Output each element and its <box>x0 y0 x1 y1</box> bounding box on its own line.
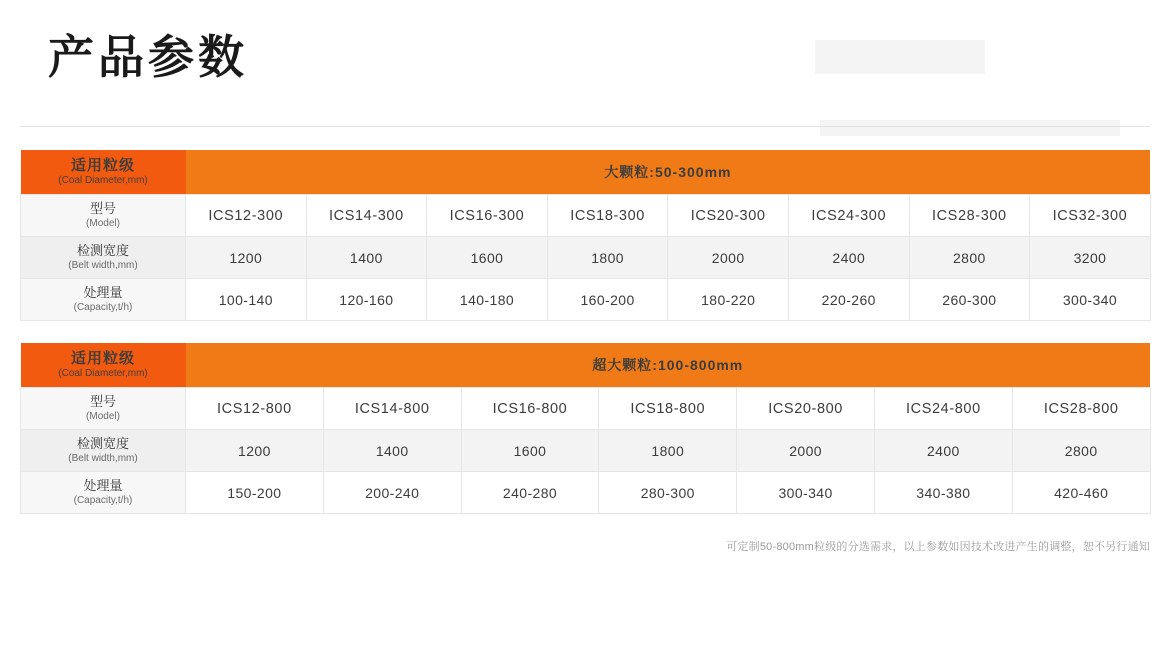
row-label-en: (Belt width,mm) <box>68 259 138 271</box>
table-cell: 340-380 <box>874 472 1012 514</box>
row-label-cell <box>21 388 186 430</box>
row-label-cell <box>21 472 186 514</box>
table-cell: ICS12-800 <box>186 388 324 430</box>
table-row <box>21 472 1151 514</box>
header-title-cell: 大颗粒:50-300mm <box>186 150 1151 195</box>
table-cell: 1200 <box>186 237 307 279</box>
row-label-cell <box>21 279 186 321</box>
header-label-en: (Coal Diameter,mm) <box>58 368 148 380</box>
table-cell: 2800 <box>1012 430 1150 472</box>
table-cell: 260-300 <box>909 279 1030 321</box>
table-cell: 2400 <box>788 237 909 279</box>
table-cell: 1600 <box>461 430 599 472</box>
row-label-cell <box>21 195 186 237</box>
row-label-en: (Model) <box>86 410 120 422</box>
decorative-block-top <box>815 40 985 74</box>
table-cell: ICS12-300 <box>186 195 307 237</box>
header-label-en: (Coal Diameter,mm) <box>58 175 148 187</box>
row-label-en: (Capacity,t/h) <box>73 494 133 506</box>
row-label-cn: 检测宽度 <box>76 436 129 452</box>
table-cell: 300-340 <box>1030 279 1151 321</box>
table-cell: 1600 <box>427 237 548 279</box>
row-label-cn: 检测宽度 <box>76 243 129 259</box>
table-header-row <box>21 343 1151 388</box>
header-label-cell <box>21 343 186 388</box>
table-cell: 2800 <box>909 237 1030 279</box>
page-title: 产品参数 <box>48 30 248 84</box>
table-cell: 280-300 <box>599 472 737 514</box>
table-cell: ICS18-300 <box>547 195 668 237</box>
table-cell: 200-240 <box>323 472 461 514</box>
table-cell: ICS24-800 <box>874 388 1012 430</box>
row-label-cn: 型号 <box>89 394 116 410</box>
table-cell: ICS32-300 <box>1030 195 1151 237</box>
header-label-cn: 适用粒级 <box>70 350 135 368</box>
table-cell: ICS28-300 <box>909 195 1030 237</box>
table-row <box>21 195 1151 237</box>
table-header-row <box>21 150 1151 195</box>
table-cell: ICS20-300 <box>668 195 789 237</box>
table-cell: ICS14-800 <box>323 388 461 430</box>
spec-table-extra-large-particle <box>20 343 1150 514</box>
table-cell: 1400 <box>306 237 427 279</box>
table-cell: 2000 <box>737 430 875 472</box>
row-label-cell <box>21 430 186 472</box>
table-cell: 300-340 <box>737 472 875 514</box>
table-cell: 1800 <box>599 430 737 472</box>
table-cell: 420-460 <box>1012 472 1150 514</box>
table-cell: 1200 <box>186 430 324 472</box>
table-cell: ICS16-800 <box>461 388 599 430</box>
table-cell: 1400 <box>323 430 461 472</box>
header-divider <box>20 126 1150 127</box>
table-row <box>21 430 1151 472</box>
table-cell: ICS24-300 <box>788 195 909 237</box>
footnote: 可定制50-800mm粒级的分选需求，以上参数如因技术改进产生的调整，恕不另行通知 <box>726 541 1150 553</box>
table-row <box>21 279 1151 321</box>
table-cell: 2400 <box>874 430 1012 472</box>
decorative-block-line <box>820 120 1120 136</box>
row-label-cn: 型号 <box>89 201 116 217</box>
row-label-cell <box>21 237 186 279</box>
header-title-cell: 超大颗粒:100-800mm <box>186 343 1151 388</box>
row-label-cn: 处理量 <box>83 478 123 494</box>
table-cell: 220-260 <box>788 279 909 321</box>
table-cell: 240-280 <box>461 472 599 514</box>
table-cell: ICS28-800 <box>1012 388 1150 430</box>
header-label-cn: 适用粒级 <box>70 157 135 175</box>
table-cell: ICS18-800 <box>599 388 737 430</box>
header-label-cell <box>21 150 186 195</box>
table-cell: 160-200 <box>547 279 668 321</box>
table-cell: 120-160 <box>306 279 427 321</box>
table-cell: 140-180 <box>427 279 548 321</box>
row-label-cn: 处理量 <box>83 285 123 301</box>
table-row <box>21 237 1151 279</box>
table-cell: 100-140 <box>186 279 307 321</box>
table-cell: 1800 <box>547 237 668 279</box>
spec-table-large-particle <box>20 150 1150 321</box>
table-cell: ICS16-300 <box>427 195 548 237</box>
row-label-en: (Belt width,mm) <box>68 452 138 464</box>
row-label-en: (Capacity,t/h) <box>73 301 133 313</box>
table-cell: 2000 <box>668 237 789 279</box>
row-label-en: (Model) <box>86 217 120 229</box>
table-cell: 180-220 <box>668 279 789 321</box>
table-cell: 3200 <box>1030 237 1151 279</box>
table-cell: ICS14-300 <box>306 195 427 237</box>
table-cell: 150-200 <box>186 472 324 514</box>
table-row <box>21 388 1151 430</box>
table-cell: ICS20-800 <box>737 388 875 430</box>
